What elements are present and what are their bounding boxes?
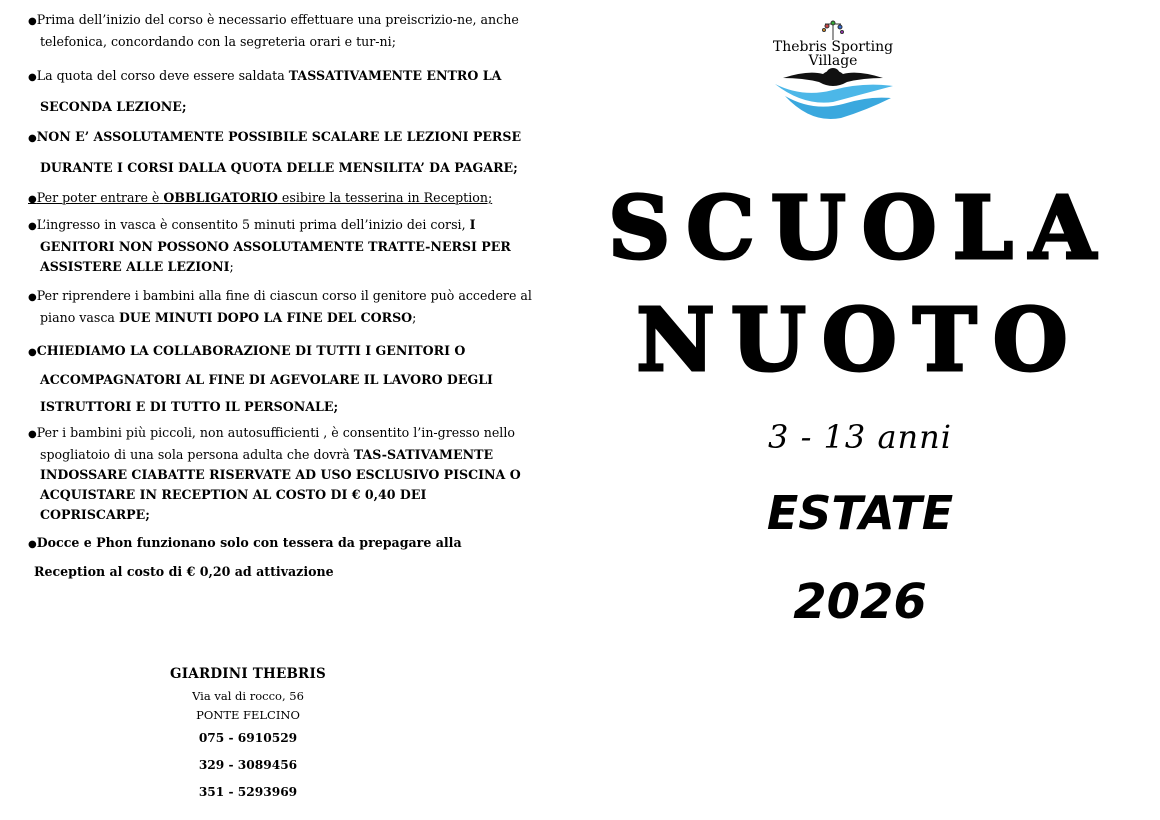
rule-card: [28, 183, 540, 214]
rule-pool-entry: [28, 215, 540, 277]
rule-text: Per i bambini più piccoli, non autosufficienti , è consentito l’in-gresso nello spogliatoio di una sola persona adulta che dovrà: [36, 425, 515, 462]
year-label: 2026: [793, 574, 927, 630]
bullet: ●: [28, 72, 37, 83]
swimmer-logo-icon: [763, 20, 903, 130]
rule-preregistration: [28, 10, 540, 52]
rule-changing-room: [28, 423, 540, 525]
rule-text: L’ingresso in vasca è consentito 5 minuti prima dell’inizio dei corsi,: [36, 217, 470, 232]
cover-panel: [600, 0, 1120, 820]
bullet: ●: [28, 292, 37, 303]
bullet: ●: [28, 194, 37, 205]
bullet: ●: [28, 16, 37, 27]
bullet: ●: [28, 429, 37, 440]
phone-number: 329 - 3089456: [198, 758, 298, 772]
rule-showers: [28, 531, 540, 557]
bullet: ●: [28, 221, 37, 232]
phone-number: 075 - 6910529: [198, 731, 298, 745]
logo-line1: Thebris Sporting: [772, 39, 894, 55]
contact-footer: [28, 666, 468, 806]
bullet: ●: [28, 133, 37, 144]
age-range: 3 - 13 anni: [768, 418, 952, 456]
rule-tail: ;: [412, 310, 417, 325]
rule-showers-cost: Reception al costo di € 0,20 ad attivazione: [34, 564, 334, 579]
phone-number: 351 - 5293969: [198, 785, 298, 799]
title-scuola: SCUOLA: [608, 178, 1112, 279]
rule-text: Per riprendere i bambini alla fine di ciascun corso il genitore può accedere al piano vasca: [36, 288, 532, 325]
rule-payment: [28, 61, 540, 121]
rule-text: Prima dell’inizio del corso è necessario effettuare una preiscrizio-ne, anche telefonica, concordando con la segreteria orari e tur-ni;: [36, 12, 519, 49]
venue-city: PONTE FELCINO: [196, 708, 300, 722]
bullet: ●: [28, 347, 37, 358]
rule-text: La quota del corso deve essere saldata: [36, 68, 289, 83]
thebris-logo: [763, 20, 903, 130]
rule-bold: NON E’ ASSOLUTAMENTE POSSIBILE SCALARE LE LEZIONI PERSE DURANTE I CORSI DALLA QUOTA DELLE MENSILITA’ DA PAGARE;: [36, 129, 522, 175]
rule-text: Per poter entrare è: [36, 190, 164, 205]
rule-tail: ;: [229, 259, 234, 274]
rule-bold: OBBLIGATORIO: [163, 190, 278, 205]
venue-name: GIARDINI THEBRIS: [170, 666, 326, 682]
season-label: ESTATE: [766, 486, 954, 540]
rule-pickup: [28, 286, 540, 328]
rule-text: Docce e Phon funzionano solo con tessera da prepagare alla: [36, 535, 462, 550]
rule-no-deduction: [28, 122, 540, 182]
rule-bold: CHIEDIAMO LA COLLABORAZIONE DI TUTTI I GENITORI O ACCOMPAGNATORI AL FINE DI AGEVOLARE IL LAVORO DEGLI ISTRUTTORI E DI TUTTO IL PERSONALE;: [36, 343, 493, 414]
title-nuoto: NUOTO: [636, 290, 1084, 391]
rule-bold: DUE MINUTI DOPO LA FINE DEL CORSO: [118, 310, 413, 325]
rule-bold: I GENITORI NON POSSONO ASSOLUTAMENTE TRATTE-NERSI PER ASSISTERE ALLE LEZIONI: [40, 217, 511, 274]
bullet: ●: [28, 539, 37, 550]
rules-column: [28, 10, 540, 583]
logo-line2: Village: [808, 53, 858, 69]
rule-collaboration: [28, 337, 540, 420]
rule-tail: esibire la tesserina in Reception;: [277, 190, 493, 205]
rule-bold: TAS-SATIVAMENTE INDOSSARE CIABATTE RISERVATE AD USO ESCLUSIVO PISCINA O ACQUISTARE IN RECEPTION AL COSTO DI € 0,40 DEI COPRISCARPE;: [40, 447, 521, 522]
venue-address: Via val di rocco, 56: [192, 689, 304, 703]
rule-bold: TASSATIVAMENTE ENTRO LA SECONDA LEZIONE;: [40, 68, 502, 114]
